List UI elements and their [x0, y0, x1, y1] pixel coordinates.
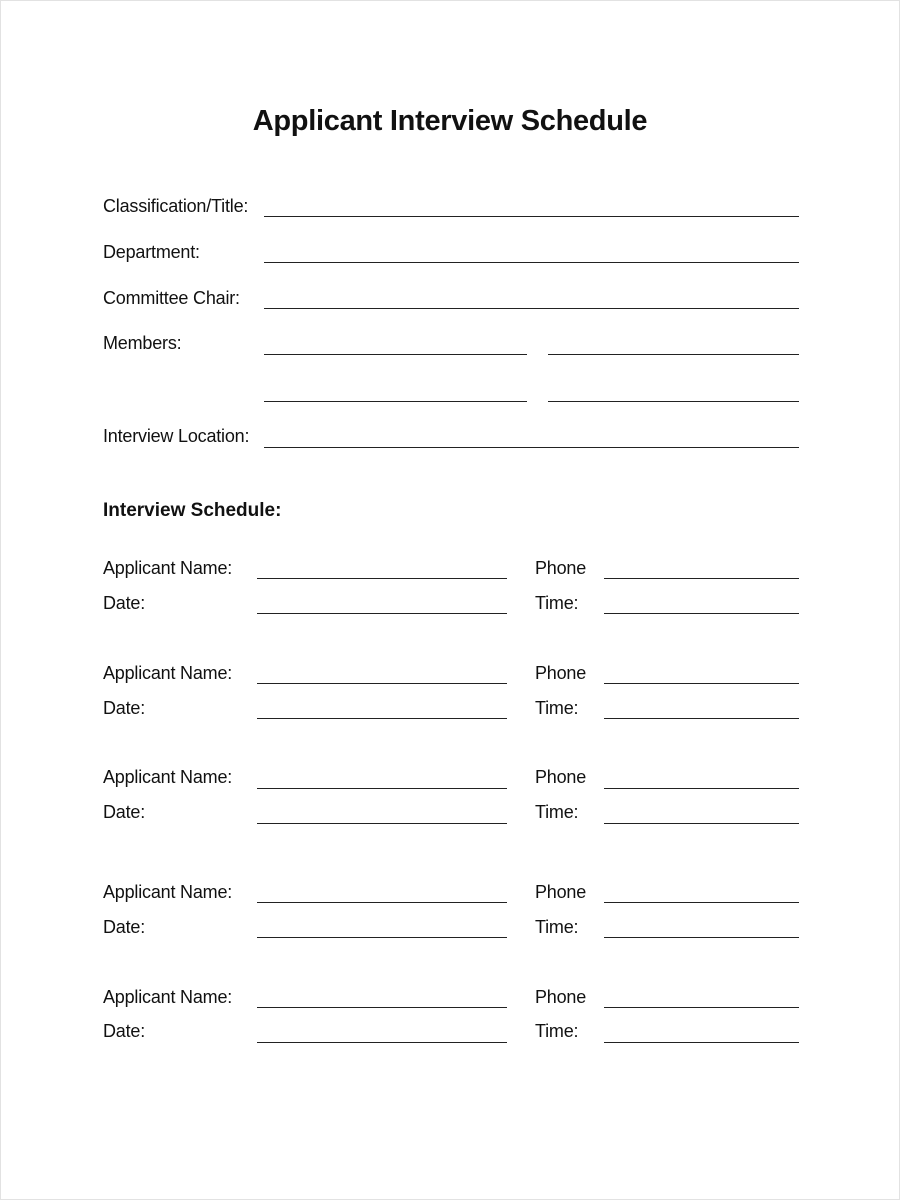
committee-chair-label: Committee Chair: [103, 288, 240, 308]
phone-field[interactable] [604, 578, 799, 579]
date-label: Date: [103, 917, 146, 937]
classification-label: Classification/Title: [103, 196, 249, 216]
date-label: Date: [103, 698, 146, 718]
time-label: Time: [535, 917, 579, 937]
phone-label: Phone [535, 882, 587, 902]
date-label: Date: [103, 593, 146, 613]
page-title: Applicant Interview Schedule [252, 105, 648, 137]
time-field[interactable] [604, 1042, 799, 1043]
committee-chair-field[interactable] [264, 308, 799, 309]
date-field[interactable] [257, 937, 507, 938]
phone-label: Phone [535, 663, 587, 683]
phone-label: Phone [535, 767, 587, 787]
time-field[interactable] [604, 613, 799, 614]
applicant-name-field[interactable] [257, 788, 507, 789]
phone-label: Phone [535, 558, 587, 578]
interview-schedule-heading: Interview Schedule: [103, 500, 282, 521]
member-field-1[interactable] [264, 354, 527, 355]
date-label: Date: [103, 802, 146, 822]
time-label: Time: [535, 593, 579, 613]
applicant-name-label: Applicant Name: [103, 882, 233, 902]
department-field[interactable] [264, 262, 799, 263]
applicant-name-field[interactable] [257, 578, 507, 579]
applicant-name-label: Applicant Name: [103, 987, 233, 1007]
interview-location-field[interactable] [264, 447, 799, 448]
phone-field[interactable] [604, 1007, 799, 1008]
time-field[interactable] [604, 718, 799, 719]
applicant-name-field[interactable] [257, 683, 507, 684]
classification-field[interactable] [264, 216, 799, 217]
time-label: Time: [535, 698, 579, 718]
applicant-name-label: Applicant Name: [103, 767, 233, 787]
member-field-4[interactable] [548, 401, 799, 402]
date-field[interactable] [257, 613, 507, 614]
date-field[interactable] [257, 823, 507, 824]
phone-field[interactable] [604, 788, 799, 789]
members-label: Members: [103, 333, 182, 353]
phone-field[interactable] [604, 683, 799, 684]
phone-label: Phone [535, 987, 587, 1007]
applicant-name-label: Applicant Name: [103, 558, 233, 578]
applicant-name-field[interactable] [257, 902, 507, 903]
member-field-2[interactable] [548, 354, 799, 355]
interview-location-label: Interview Location: [103, 426, 250, 446]
department-label: Department: [103, 242, 200, 262]
date-field[interactable] [257, 1042, 507, 1043]
time-field[interactable] [604, 823, 799, 824]
time-label: Time: [535, 1021, 579, 1041]
applicant-name-label: Applicant Name: [103, 663, 233, 683]
time-field[interactable] [604, 937, 799, 938]
date-field[interactable] [257, 718, 507, 719]
member-field-3[interactable] [264, 401, 527, 402]
date-label: Date: [103, 1021, 146, 1041]
time-label: Time: [535, 802, 579, 822]
phone-field[interactable] [604, 902, 799, 903]
applicant-name-field[interactable] [257, 1007, 507, 1008]
